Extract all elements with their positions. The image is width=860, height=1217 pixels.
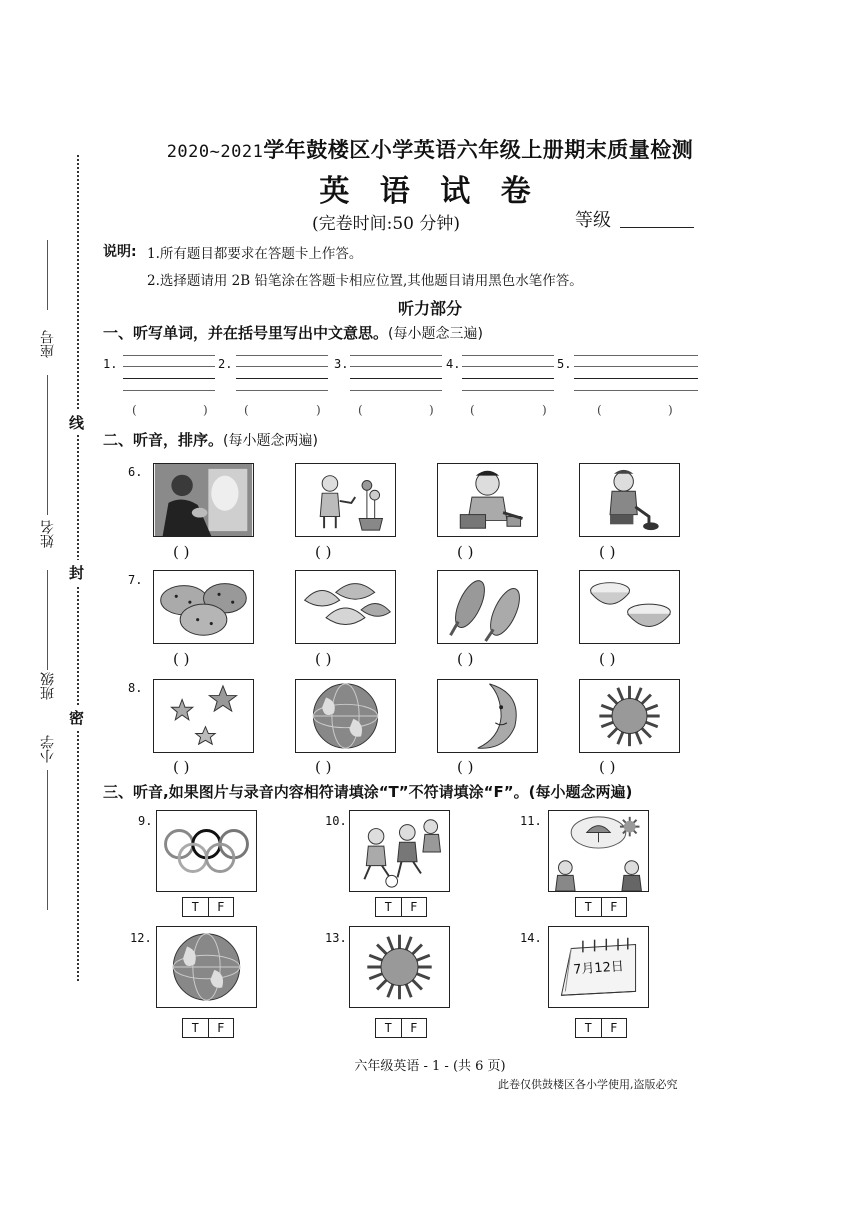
page-footer: 六年级英语 - 1 - (共 6 页) <box>354 1059 506 1074</box>
word-item-number: 5. <box>557 357 572 371</box>
word-item-number: 1. <box>103 357 118 371</box>
paren-close: ) <box>203 403 208 417</box>
t-option[interactable]: T <box>191 900 199 914</box>
paren-close: ) <box>429 403 434 417</box>
sun-icon <box>349 926 450 1008</box>
school-label: 小学 <box>40 735 56 763</box>
school-blank[interactable] <box>47 770 48 910</box>
writing-line[interactable] <box>462 390 554 391</box>
tf-answer-box[interactable] <box>375 897 427 917</box>
section3-title: 三、听音,如果图片与录音内容相符请填涂“T”不符请填涂“F”。(每小题念两遍) <box>103 783 633 801</box>
binding-char-line: 线 <box>69 410 84 435</box>
answer-paren[interactable]: ( ) <box>599 650 616 668</box>
writing-line[interactable] <box>350 390 442 391</box>
tf-answer-box[interactable] <box>375 1018 427 1038</box>
t-option[interactable]: T <box>584 1021 592 1035</box>
seat-label: 座号 <box>40 330 56 358</box>
calendar-date-text: 7月12日 <box>572 959 625 978</box>
writing-line[interactable] <box>123 355 215 356</box>
f-option[interactable]: F <box>208 898 234 916</box>
answer-paren[interactable]: ( ) <box>173 650 190 668</box>
t-option[interactable]: T <box>584 900 592 914</box>
f-option[interactable]: F <box>601 1019 627 1037</box>
paren-open: ( <box>132 403 137 417</box>
answer-paren[interactable]: ( ) <box>315 650 332 668</box>
exam-duration: (完卷时间:50 分钟) <box>312 214 461 234</box>
writing-line[interactable] <box>236 366 328 367</box>
tf-answer-box[interactable] <box>182 897 234 917</box>
globe-icon <box>156 926 257 1008</box>
f-option[interactable]: F <box>208 1019 234 1037</box>
answer-paren[interactable]: ( ) <box>315 543 332 561</box>
t-option[interactable]: T <box>384 1021 392 1035</box>
writing-line[interactable] <box>574 355 698 356</box>
paren-open: ( <box>597 403 602 417</box>
tf-answer-box[interactable] <box>575 1018 627 1038</box>
writing-line[interactable] <box>574 390 698 391</box>
copyright-notice: 此卷仅供鼓楼区各小学使用,盗版必究 <box>498 1078 678 1091</box>
answer-paren[interactable]: ( ) <box>599 758 616 776</box>
tf-answer-box[interactable] <box>575 897 627 917</box>
dumplings-image <box>295 570 396 644</box>
writing-line[interactable] <box>462 366 554 367</box>
tf-answer-box[interactable] <box>182 1018 234 1038</box>
writing-line[interactable] <box>123 366 215 367</box>
sun-icon <box>579 679 680 753</box>
writing-line[interactable] <box>350 366 442 367</box>
word-item-number: 4. <box>446 357 461 371</box>
question-number: 8. <box>128 681 143 695</box>
section1-title: 一、听写单词，并在括号里写出中文意思。(每小题念三遍) <box>103 324 483 342</box>
note-item-2: 2.选择题请用 2B 铅笔涂在答题卡相应位置,其他题目请用黑色水笔作答。 <box>147 273 583 289</box>
olympic-rings-icon <box>156 810 257 892</box>
word-item-number: 3. <box>334 357 349 371</box>
note-item-1: 1.所有题目都要求在答题卡上作答。 <box>147 246 363 262</box>
grade-blank[interactable] <box>620 227 694 228</box>
paren-open: ( <box>244 403 249 417</box>
section2-title: 二、听音，排序。(每小题念两遍) <box>103 431 318 449</box>
question-number: 14. <box>520 931 542 945</box>
word-item-number: 2. <box>218 357 233 371</box>
writing-line[interactable] <box>236 390 328 391</box>
binding-char-secret: 密 <box>69 705 84 730</box>
answer-paren[interactable]: ( ) <box>457 543 474 561</box>
children-playing-football-image <box>349 810 450 892</box>
answer-paren[interactable]: ( ) <box>315 758 332 776</box>
answer-paren[interactable]: ( ) <box>173 758 190 776</box>
writing-line[interactable] <box>574 366 698 367</box>
notes-label: 说明: <box>103 244 137 260</box>
t-option[interactable]: T <box>191 1021 199 1035</box>
writing-line[interactable] <box>574 378 698 379</box>
writing-line[interactable] <box>462 355 554 356</box>
f-option[interactable]: F <box>401 898 427 916</box>
writing-line[interactable] <box>236 355 328 356</box>
answer-paren[interactable]: ( ) <box>599 543 616 561</box>
rice-bowls-image <box>579 570 680 644</box>
question-number: 11. <box>520 814 542 828</box>
answer-paren[interactable]: ( ) <box>457 758 474 776</box>
potatoes-image <box>153 570 254 644</box>
answer-paren[interactable]: ( ) <box>173 543 190 561</box>
writing-line[interactable] <box>350 355 442 356</box>
globe-icon <box>295 679 396 753</box>
moon-icon <box>437 679 538 753</box>
exam-title: 2020~2021学年鼓楼区小学英语六年级上册期末质量检测 <box>166 137 694 162</box>
stars-icon <box>153 679 254 753</box>
corn-image <box>437 570 538 644</box>
paren-close: ) <box>542 403 547 417</box>
exam-subtitle: 英 语 试 卷 <box>319 174 541 209</box>
question-number: 10. <box>325 814 347 828</box>
man-washing-image <box>153 463 254 537</box>
listening-part-title: 听力部分 <box>397 299 462 318</box>
writing-line[interactable] <box>462 378 554 379</box>
paren-close: ) <box>316 403 321 417</box>
binding-char-seal: 封 <box>69 560 84 585</box>
class-label: 班级 <box>40 672 56 700</box>
question-number: 6. <box>128 465 143 479</box>
name-label: 姓名 <box>40 520 56 548</box>
question-number: 7. <box>128 573 143 587</box>
t-option[interactable]: T <box>384 900 392 914</box>
writing-line[interactable] <box>236 378 328 379</box>
paren-open: ( <box>470 403 475 417</box>
boy-tying-shoe-image <box>579 463 680 537</box>
class-blank[interactable] <box>47 570 48 670</box>
boy-playing-toys-image <box>437 463 538 537</box>
question-number: 12. <box>130 931 152 945</box>
answer-paren[interactable]: ( ) <box>457 650 474 668</box>
paren-close: ) <box>668 403 673 417</box>
question-number: 13. <box>325 931 347 945</box>
writing-line[interactable] <box>123 378 215 379</box>
name-blank[interactable] <box>47 375 48 515</box>
f-option[interactable]: F <box>401 1019 427 1037</box>
paren-open: ( <box>358 403 363 417</box>
girl-watering-flowers-image <box>295 463 396 537</box>
f-option[interactable]: F <box>601 898 627 916</box>
girl-thinking-umbrella-image <box>548 810 649 892</box>
question-number: 9. <box>138 814 153 828</box>
grade-label: 等级 <box>575 210 611 231</box>
writing-line[interactable] <box>123 390 215 391</box>
writing-line[interactable] <box>350 378 442 379</box>
